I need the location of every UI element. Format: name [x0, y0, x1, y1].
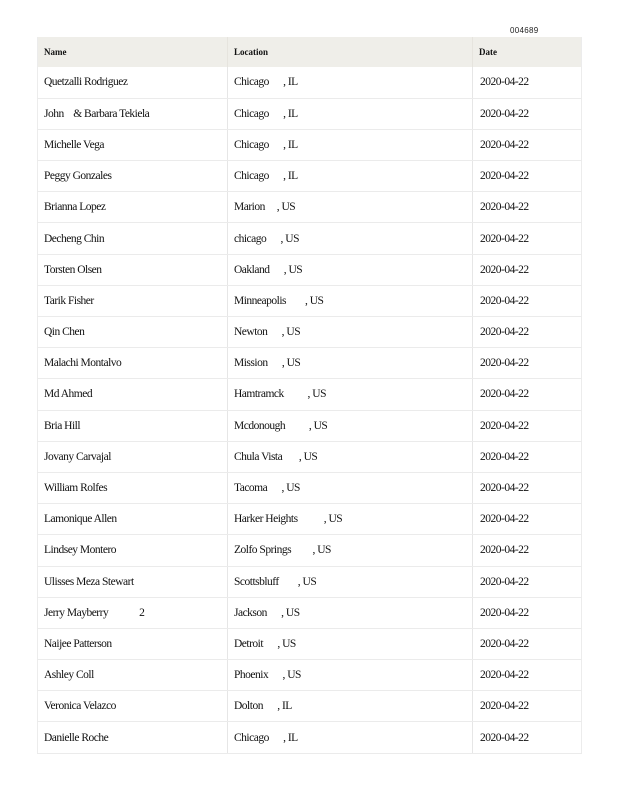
cell-name: John & Barbara Tekiela	[38, 98, 228, 129]
cell-name: Ashley Coll	[38, 660, 228, 691]
table-row	[38, 472, 582, 503]
cell-name: Jovany Carvajal	[38, 441, 228, 472]
cell-name: Lindsey Montero	[38, 535, 228, 566]
cell-date: 2020-04-22	[473, 566, 582, 597]
cell-location: Chicago , IL	[228, 67, 473, 98]
cell-location: Chula Vista , US	[228, 441, 473, 472]
column-header-location: Location	[228, 37, 473, 67]
table-row	[38, 597, 582, 628]
page-id-label: 004689	[510, 26, 539, 35]
cell-name: Brianna Lopez	[38, 192, 228, 223]
cell-name: Malachi Montalvo	[38, 348, 228, 379]
table-row	[38, 410, 582, 441]
cell-name: Md Ahmed	[38, 379, 228, 410]
cell-location: Tacoma , US	[228, 472, 473, 503]
table-row	[38, 67, 582, 98]
table-header-row	[38, 37, 582, 67]
cell-date: 2020-04-22	[473, 348, 582, 379]
cell-name: Danielle Roche	[38, 722, 228, 753]
cell-date: 2020-04-22	[473, 535, 582, 566]
cell-name: Michelle Vega	[38, 129, 228, 160]
table-row	[38, 535, 582, 566]
cell-name: Decheng Chin	[38, 223, 228, 254]
cell-location: Chicago , IL	[228, 161, 473, 192]
cell-name: Lamonique Allen	[38, 504, 228, 535]
signature-table	[37, 37, 582, 754]
table-row	[38, 691, 582, 722]
cell-location: Phoenix , US	[228, 660, 473, 691]
cell-name: Ulisses Meza Stewart	[38, 566, 228, 597]
table-row	[38, 504, 582, 535]
cell-location: Jackson , US	[228, 597, 473, 628]
cell-location: Detroit , US	[228, 628, 473, 659]
cell-location: Scottsbluff , US	[228, 566, 473, 597]
column-header-name: Name	[38, 37, 228, 67]
cell-location: chicago , US	[228, 223, 473, 254]
cell-date: 2020-04-22	[473, 722, 582, 753]
cell-location: Minneapolis , US	[228, 285, 473, 316]
cell-name: Jerry Mayberry 2	[38, 597, 228, 628]
cell-location: Zolfo Springs , US	[228, 535, 473, 566]
cell-date: 2020-04-22	[473, 254, 582, 285]
table-row	[38, 98, 582, 129]
cell-date: 2020-04-22	[473, 379, 582, 410]
cell-name: Veronica Velazco	[38, 691, 228, 722]
cell-location: Chicago , IL	[228, 129, 473, 160]
table-row	[38, 254, 582, 285]
table-row	[38, 722, 582, 753]
cell-date: 2020-04-22	[473, 410, 582, 441]
column-header-date: Date	[473, 37, 582, 67]
cell-name: Peggy Gonzales	[38, 161, 228, 192]
table-row	[38, 285, 582, 316]
cell-date: 2020-04-22	[473, 161, 582, 192]
cell-name: Naijee Patterson	[38, 628, 228, 659]
table-header	[38, 37, 582, 67]
cell-date: 2020-04-22	[473, 67, 582, 98]
table-row	[38, 566, 582, 597]
cell-date: 2020-04-22	[473, 660, 582, 691]
cell-date: 2020-04-22	[473, 628, 582, 659]
cell-name: Torsten Olsen	[38, 254, 228, 285]
table-row	[38, 129, 582, 160]
table-row	[38, 660, 582, 691]
cell-location: Dolton , IL	[228, 691, 473, 722]
cell-name: William Rolfes	[38, 472, 228, 503]
cell-date: 2020-04-22	[473, 597, 582, 628]
cell-location: Chicago , IL	[228, 722, 473, 753]
cell-name: Quetzalli Rodriguez	[38, 67, 228, 98]
cell-date: 2020-04-22	[473, 285, 582, 316]
cell-name: Tarik Fisher	[38, 285, 228, 316]
cell-name: Qin Chen	[38, 317, 228, 348]
cell-date: 2020-04-22	[473, 472, 582, 503]
cell-location: Newton , US	[228, 317, 473, 348]
table-row	[38, 317, 582, 348]
cell-location: Marion , US	[228, 192, 473, 223]
table-body	[38, 67, 582, 753]
table-row	[38, 379, 582, 410]
table-row	[38, 192, 582, 223]
cell-date: 2020-04-22	[473, 223, 582, 254]
cell-name: Bria Hill	[38, 410, 228, 441]
cell-date: 2020-04-22	[473, 441, 582, 472]
table-row	[38, 348, 582, 379]
cell-location: Chicago , IL	[228, 98, 473, 129]
cell-date: 2020-04-22	[473, 98, 582, 129]
cell-date: 2020-04-22	[473, 504, 582, 535]
cell-date: 2020-04-22	[473, 192, 582, 223]
cell-location: Hamtramck , US	[228, 379, 473, 410]
table-row	[38, 223, 582, 254]
cell-location: Harker Heights , US	[228, 504, 473, 535]
table-row	[38, 161, 582, 192]
table-row	[38, 441, 582, 472]
cell-location: Mission , US	[228, 348, 473, 379]
cell-location: Mcdonough , US	[228, 410, 473, 441]
table-row	[38, 628, 582, 659]
cell-date: 2020-04-22	[473, 691, 582, 722]
cell-location: Oakland , US	[228, 254, 473, 285]
cell-date: 2020-04-22	[473, 129, 582, 160]
cell-date: 2020-04-22	[473, 317, 582, 348]
